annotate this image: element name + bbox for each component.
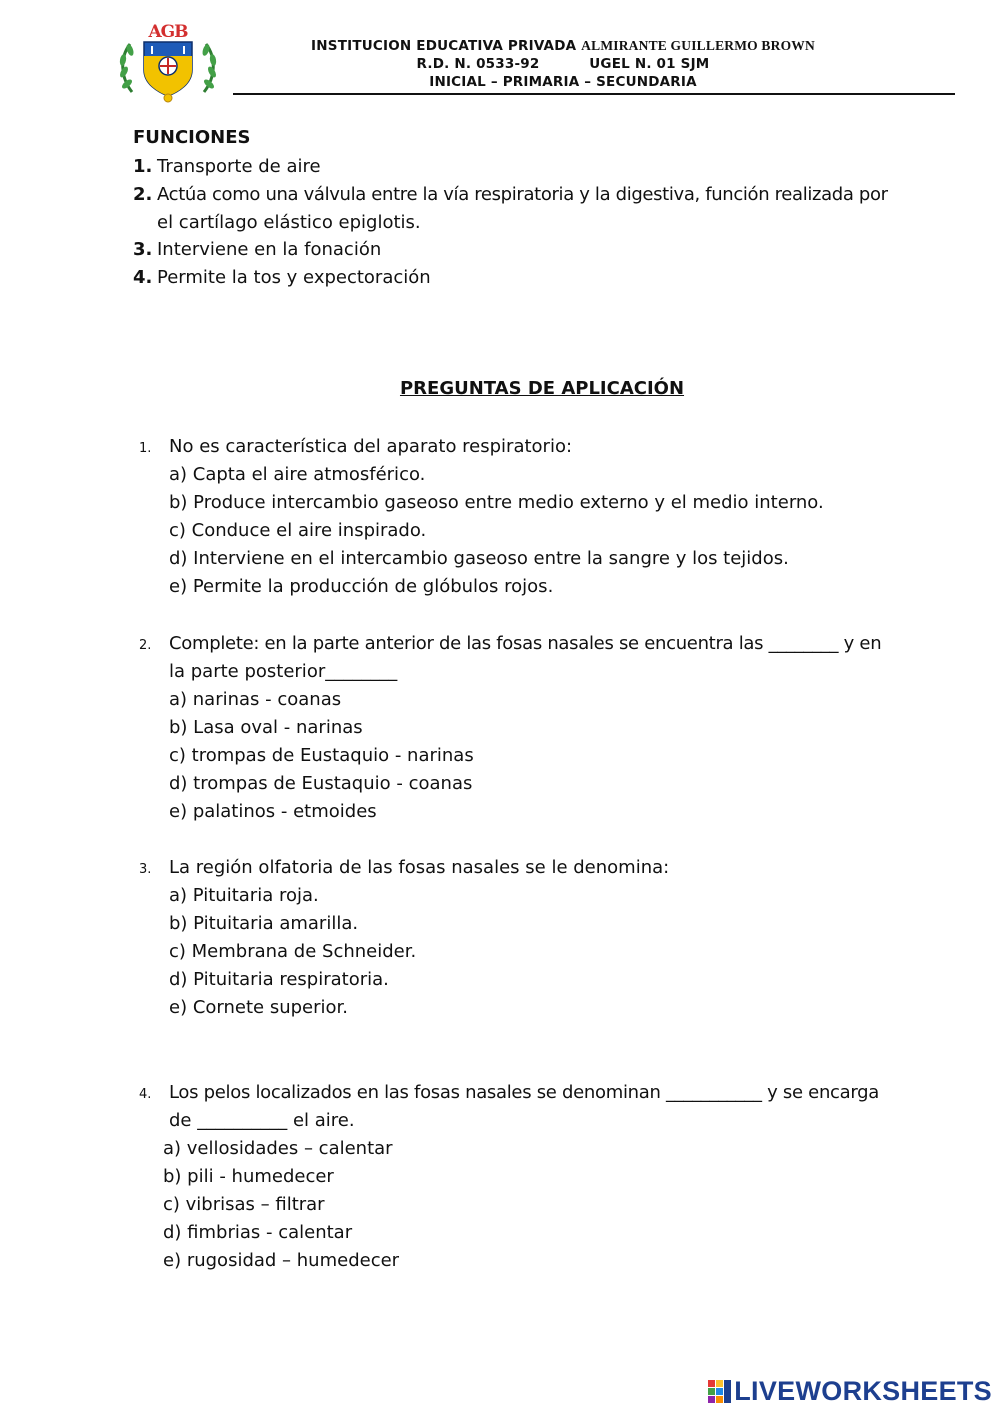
funcion-number: 2. (133, 184, 153, 205)
funcion-text: el cartílago elástico epiglotis. (157, 212, 421, 233)
answer-option: a) vellosidades – calentar (163, 1138, 393, 1159)
funcion-number: 3. (133, 239, 153, 260)
question-text: Los pelos localizados en las fosas nasales se denominan ___________ y se encarga (169, 1082, 880, 1103)
question-text: No es característica del aparato respiratorio: (169, 436, 573, 457)
liveworksheets-logo-icon (708, 1380, 732, 1404)
funcion-text: Interviene en la fonación (157, 239, 382, 260)
ugel-number: UGEL N. 01 SJM (589, 56, 710, 72)
answer-option: b) pili - humedecer (163, 1166, 334, 1187)
funcion-text: Transporte de aire (157, 156, 321, 177)
answer-option: b) Pituitaria amarilla. (169, 913, 359, 934)
answer-option: b) Lasa oval - narinas (169, 717, 363, 738)
question-number: 1. (139, 441, 152, 456)
liveworksheets-text: LIVEWORKSHEETS (734, 1376, 992, 1406)
answer-option: d) Pituitaria respiratoria. (169, 969, 389, 990)
answer-option: d) trompas de Eustaquio - coanas (169, 773, 473, 794)
question-text: La región olfatoria de las fosas nasales se le denomina: (169, 857, 670, 878)
question-number: 4. (139, 1087, 152, 1102)
answer-option: d) fimbrias - calentar (163, 1222, 353, 1243)
funcion-number: 4. (133, 267, 153, 288)
question-text: Complete: en la parte anterior de las fosas nasales se encuentra las ________ y en (169, 633, 882, 654)
answer-option: e) Cornete superior. (169, 997, 348, 1018)
funcion-text: Permite la tos y expectoración (157, 267, 431, 288)
school-prefix: INSTITUCION EDUCATIVA PRIVADA (311, 38, 577, 54)
resolution-number: R.D. N. 0533-92 (416, 56, 540, 72)
answer-option: b) Produce intercambio gaseoso entre medio externo y el medio interno. (169, 492, 824, 513)
answer-option: a) narinas - coanas (169, 689, 342, 710)
answer-option: a) Pituitaria roja. (169, 885, 319, 906)
question-text: la parte posterior________ (169, 661, 398, 682)
answer-option: a) Capta el aire atmosférico. (169, 464, 426, 485)
liveworksheets-watermark (708, 1376, 992, 1407)
school-logo (112, 22, 224, 104)
header-divider (233, 93, 955, 95)
preguntas-title: PREGUNTAS DE APLICACIÓN (399, 378, 685, 399)
funciones-title: FUNCIONES (133, 127, 251, 148)
answer-option: c) trompas de Eustaquio - narinas (169, 745, 474, 766)
answer-option: e) Permite la producción de glóbulos rojos. (169, 576, 554, 597)
answer-option: c) Conduce el aire inspirado. (169, 520, 427, 541)
school-name: ALMIRANTE GUILLERMO BROWN (581, 38, 815, 53)
answer-option: e) palatinos - etmoides (169, 801, 377, 822)
question-number: 2. (139, 638, 152, 653)
answer-option: d) Interviene en el intercambio gaseoso entre la sangre y los tejidos. (169, 548, 789, 569)
funcion-number: 1. (133, 156, 153, 177)
answer-option: e) rugosidad – humedecer (163, 1250, 400, 1271)
answer-option: c) Membrana de Schneider. (169, 941, 417, 962)
question-number: 3. (139, 862, 152, 877)
header-school-line (233, 37, 893, 55)
funcion-text: Actúa como una válvula entre la vía respiratoria y la digestiva, función realizada por (157, 184, 888, 205)
header-levels: INICIAL – PRIMARIA – SECUNDARIA (429, 74, 697, 90)
answer-option: c) vibrisas – filtrar (163, 1194, 325, 1215)
header-resolution-line (233, 55, 893, 73)
logo-text: AGB (148, 22, 188, 42)
question-text: de __________ el aire. (169, 1110, 355, 1131)
